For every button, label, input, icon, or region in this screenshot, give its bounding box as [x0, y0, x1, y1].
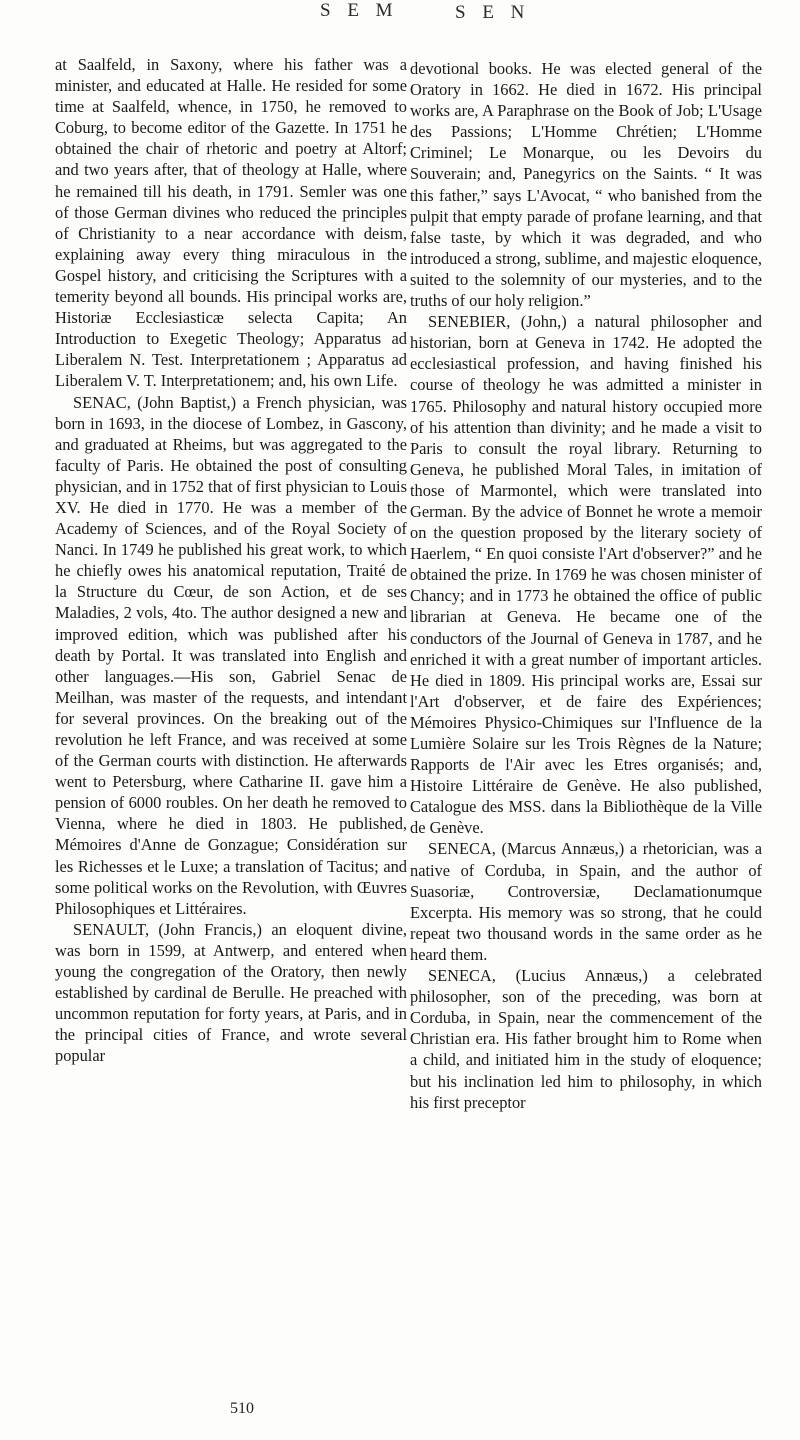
entry-senac: SENAC, (John Baptist,) a French physician, was born in 1693, in the diocese of Lombez, in Gascony, and graduated at Rheims, but was aggregated to the faculty of Paris. He obtained the post of consulting physician, and in 1752 that of first physician to Louis XV. He died in 1770. He was a member of the Academy of Sciences, and of the Royal Society of Nanci. In 1749 he published his great work, to which he chiefly owes his anatomical reputation, Traité de la Structure du Cœur, de son Action, et de ses Maladies, 2 vols, 4to. The author designed a new and improved edition, which was published after his death by Portal. It was translated into English and other languages.—His son, Gabriel Senac de Meilhan, was master of the requests, and intendant for several provinces. On the breaking out of the revolution he left France, and was received at some of the German courts with distinction. He afterwards went to Petersburg, where Catharine II. gave him a pension of 6000 roubles. On her death he removed to Vienna, where he died in 1803. He published, Mémoires d'Anne de Gonzague; Considération sur les Richesses et le Luxe; a translation of Tacitus; and some political works on the Revolution, with Œuvres Philosophiques et Littéraires. [55, 392, 407, 918]
running-head-left: S E M [320, 0, 399, 21]
page-number: 510 [230, 1400, 254, 1417]
entry-seneca-marcus: SENECA, (Marcus Annæus,) a rhetorician, was a native of Corduba, in Spain, and the author of Suasoriæ, Controversiæ, Declamationumque Excerpta. His memory was so strong, that he could repeat two thousand words in the same order as he heard them. [410, 839, 762, 964]
running-head-right: S E N [455, 2, 531, 23]
entry-senebier: SENEBIER, (John,) a natural philosopher and historian, born at Geneva in 1742. He adopted the ecclesiastical profession, and having finished his course of theology he was admitted a minister in 1765. Philosophy and natural history occupied more of his attention than divinity; and he made a visit to Paris to consult the royal library. Returning to Geneva, he published Moral Tales, in imitation of those of Marmontel, which were translated into German. By the advice of Bonnet he wrote a memoir on the question proposed by the literary society of Haerlem, “ En quoi consiste l'Art d'observer?” and he obtained the prize. In 1769 he was chosen minister of Chancy; and in 1773 he obtained the office of public librarian at Geneva. He became one of the conductors of the Journal of Geneva in 1787, and he enriched it with a great number of important articles. He died in 1809. His principal works are, Essai sur l'Art d'observer, et de faire des Expériences; Mémoires Physico-Chimiques sur l'Influence de la Lumière Solaire sur les Trois Règnes de la Nature; Rapports de l'Air avec les Etres organisés; and, Histoire Littéraire de Genève. He also published, Catalogue des MSS. dans la Bibliothèque de la Ville de Genève. [410, 312, 762, 838]
paragraph-semler-continued: at Saalfeld, in Saxony, where his father was a minister, and educated at Halle. He resided for some time at Saalfeld, whence, in 1750, he removed to Coburg, to become editor of the Gazette. In 1751 he obtained the chair of rhetoric and poetry at Altorf; and two years after, that of theology at Halle, where he remained till his death, in 1791. Semler was one of those German divines who reduced the principles of Christianity to a near accordance with deism, explaining away every thing miraculous in the Gospel history, and criticising the Scriptures with a temerity beyond all bounds. His principal works are, Historiæ Ecclesiasticæ selecta Capita; An Introduction to Exegetic Theology; Apparatus ad Liberalem N. Test. Interpretationem ; Apparatus ad Liberalem V. T. Interpretationem; and, his own Life. [55, 55, 407, 391]
entry-seneca-lucius: SENECA, (Lucius Annæus,) a celebrated philosopher, son of the preceding, was born at Corduba, in Spain, near the commencement of the Christian era. His father brought him to Rome when a child, and initiated him in the study of eloquence; but his inclination led him to philosophy, in which his first preceptor [410, 966, 762, 1112]
right-column [410, 58, 762, 1113]
left-column [55, 54, 407, 1067]
paragraph-senault-continued: devotional books. He was elected general of the Oratory in 1662. He died in 1672. His principal works are, A Paraphrase on the Book of Job; L'Usage des Passions; L'Homme Chrétien; L'Homme Criminel; Le Monarque, ou les Devoirs du Souverain; and, Panegyrics on the Saints. “ It was this father,” says L'Avocat, “ who banished from the pulpit that empty parade of profane learning, and that false taste, by which it was degraded, and who introduced a strong, sublime, and majestic eloquence, suited to the solemnity of our mysteries, and to the truths of our holy religion.” [410, 59, 762, 311]
entry-senault: SENAULT, (John Francis,) an eloquent divine, was born in 1599, at Antwerp, and entered when young the congregation of the Oratory, then newly established by cardinal de Berulle. He preached with uncommon reputation for forty years, at Paris, and in the principal cities of France, and wrote several popular [55, 919, 407, 1066]
